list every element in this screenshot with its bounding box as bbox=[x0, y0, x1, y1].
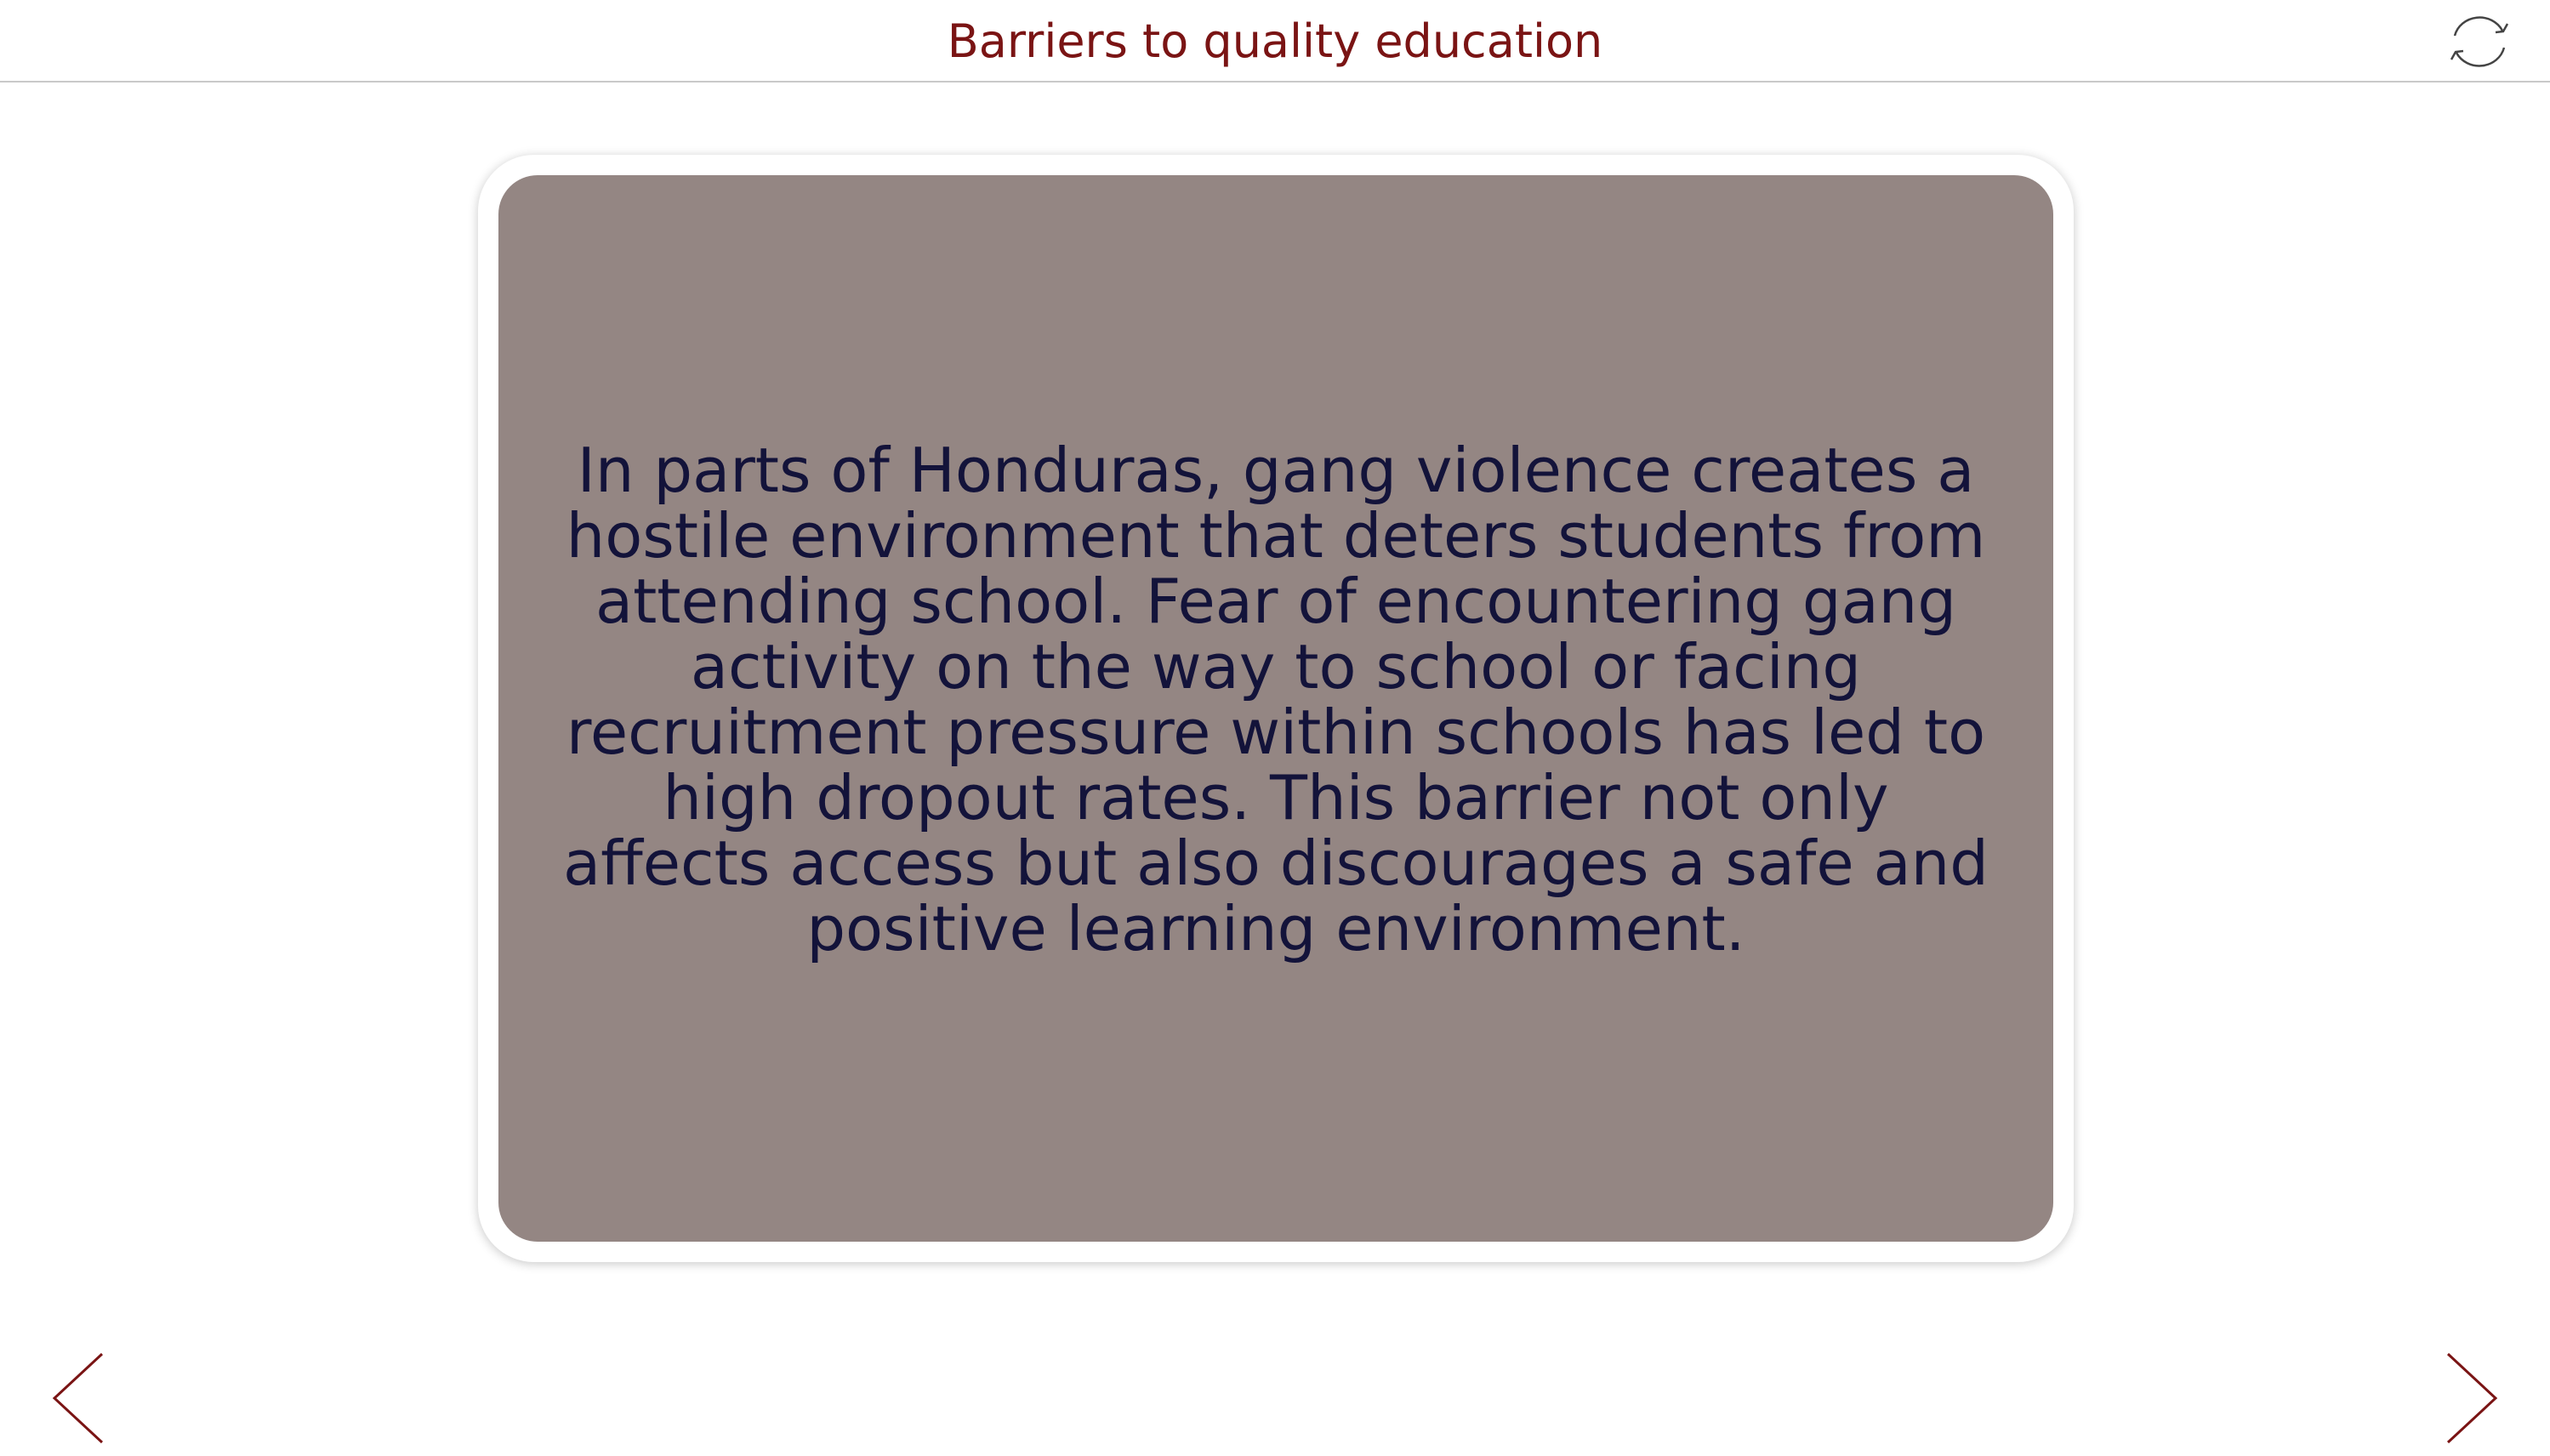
reset-button[interactable] bbox=[2443, 10, 2516, 73]
flashcard-text: In parts of Honduras, gang violence creates a hostile environment that deters students from attending school. Fear of encountering gang activity on the way to school or facing recruitment pressure within schools has led to high dropout rates. This barrier not only affects access but also discourages a safe and positive learning environment. bbox=[562, 435, 1989, 964]
next-button[interactable] bbox=[2438, 1351, 2506, 1446]
flashcard-face[interactable] bbox=[498, 175, 2053, 1242]
page-title: Barriers to quality education bbox=[947, 14, 1603, 68]
refresh-icon bbox=[2443, 10, 2516, 73]
chevron-left-icon bbox=[44, 1351, 112, 1446]
previous-button[interactable] bbox=[44, 1351, 112, 1446]
flashcard[interactable] bbox=[478, 155, 2074, 1262]
chevron-right-icon bbox=[2438, 1351, 2506, 1446]
header-bar bbox=[0, 0, 2550, 82]
